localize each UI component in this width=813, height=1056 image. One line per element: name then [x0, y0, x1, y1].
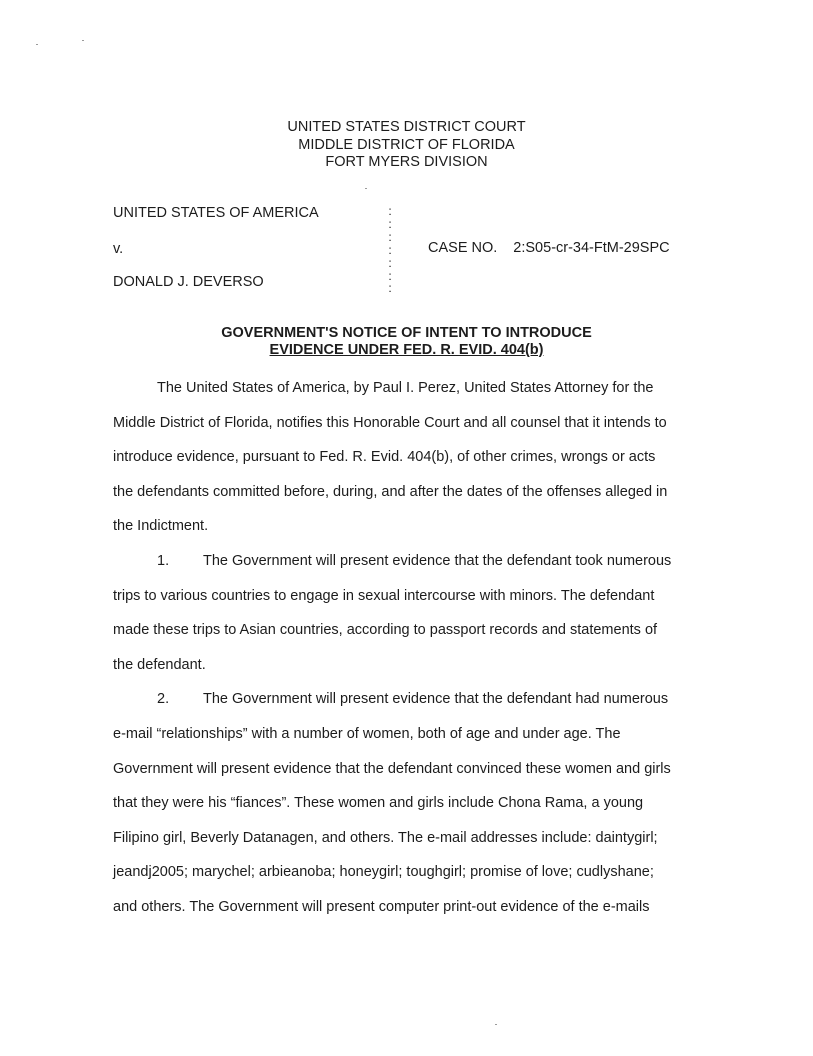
scan-speck — [82, 40, 84, 41]
paragraph-2-line: Government will present evidence that the defendant convinced these women and girls — [113, 760, 671, 777]
caption-colon: : — [388, 268, 392, 283]
intro-line: Middle District of Florida, notifies this Honorable Court and all counsel that it intends to — [113, 414, 667, 431]
caption-colon: : — [388, 204, 392, 218]
document-title — [0, 325, 813, 359]
court-name: UNITED STATES DISTRICT COURT — [287, 119, 526, 135]
district-name: MIDDLE DISTRICT OF FLORIDA — [298, 136, 515, 153]
document-body — [113, 371, 693, 925]
paragraph-1-first-line — [113, 544, 693, 579]
court-heading — [0, 119, 813, 172]
caption-colon-column — [385, 205, 395, 295]
paragraph-number: 1. — [157, 552, 170, 569]
title-line-2: EVIDENCE UNDER FED. R. EVID. 404(b) — [269, 342, 544, 358]
scan-speck — [365, 188, 367, 189]
case-number-block — [428, 240, 670, 256]
caption-colon: : — [388, 229, 392, 244]
caption-colon: : — [388, 242, 392, 257]
paragraph-1-line: trips to various countries to engage in sexual intercourse with minors. The defendant — [113, 587, 655, 604]
case-number: 2:S05-cr-34-FtM-29SPC — [513, 240, 670, 256]
paragraph-text: The Government will present evidence that the defendant took numerous — [203, 552, 672, 569]
versus-label: v. — [113, 241, 124, 257]
caption-colon: : — [388, 216, 392, 231]
paragraph-2-line: that they were his “fiances”. These women and girls include Chona Rama, a young — [113, 795, 644, 812]
caption-colon: : — [388, 281, 392, 296]
intro-line: The United States of America, by Paul I. Perez, United States Attorney for the — [157, 380, 654, 396]
caption-colon: : — [388, 255, 392, 270]
intro-line: introduce evidence, pursuant to Fed. R. Evid. 404(b), of other crimes, wrongs or acts — [113, 449, 656, 466]
intro-line: the defendants committed before, during, and after the dates of the offenses alleged in — [113, 483, 668, 500]
case-caption — [113, 204, 713, 296]
scan-speck — [495, 1024, 497, 1025]
title-line-1: GOVERNMENT'S NOTICE OF INTENT TO INTRODUCE — [221, 325, 592, 341]
scan-speck — [36, 44, 38, 45]
defendant-name: DONALD J. DEVERSO — [113, 274, 264, 290]
plaintiff-name: UNITED STATES OF AMERICA — [113, 205, 319, 221]
paragraph-1-line: the defendant. — [113, 656, 206, 673]
paragraph-1-line: made these trips to Asian countries, according to passport records and statements of — [113, 622, 658, 639]
paragraph-text: The Government will present evidence that the defendant had numerous — [203, 691, 669, 708]
paragraph-number: 2. — [157, 691, 170, 708]
paragraph-2-line: Filipino girl, Beverly Datanagen, and others. The e-mail addresses include: daintygirl; — [113, 829, 658, 846]
division-name: FORT MYERS DIVISION — [325, 154, 488, 170]
paragraph-2-line: jeandj2005; marychel; arbieanoba; honeygirl; toughgirl; promise of love; cudlyshane; — [113, 864, 654, 881]
paragraph-2-first-line — [113, 682, 693, 717]
paragraph-2-line: and others. The Government will present computer print-out evidence of the e-mails — [113, 898, 650, 915]
case-number-label: CASE NO. — [428, 240, 498, 256]
paragraph-2-line: e-mail “relationships” with a number of women, both of age and under age. The — [113, 725, 621, 742]
intro-line: the Indictment. — [113, 518, 209, 535]
